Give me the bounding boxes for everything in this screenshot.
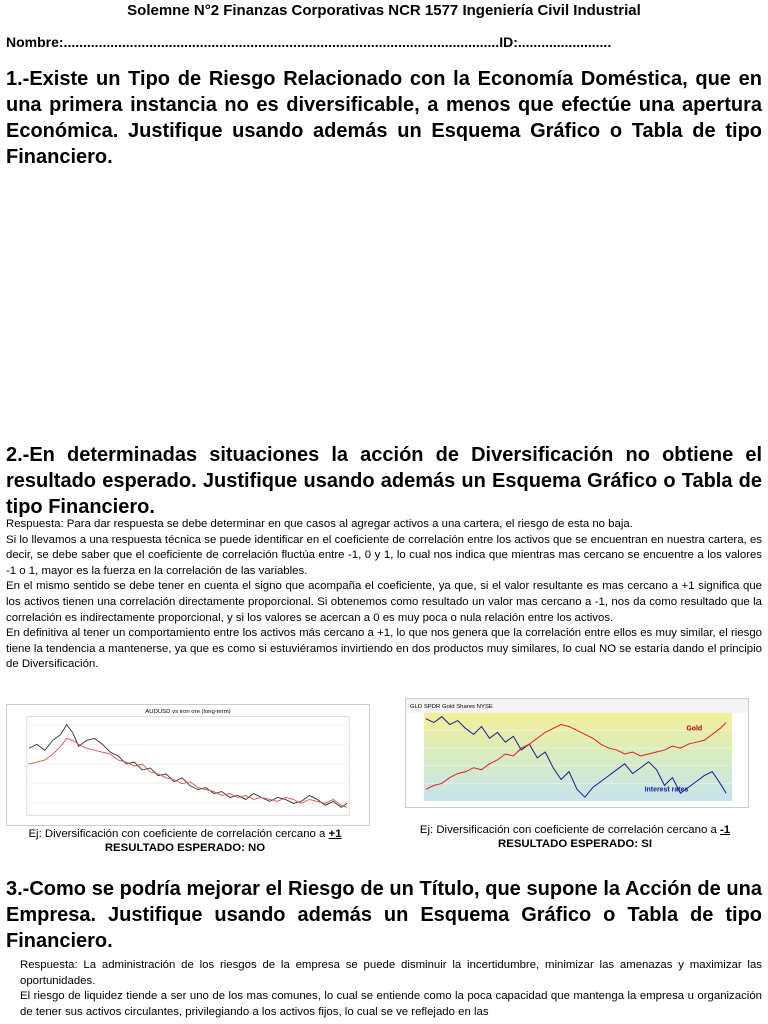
answer-2-paragraph: En el mismo sentido se debe tener en cuenta el signo que acompaña el coeficiente, ya que, si el valor resultante es mas cercano a +1 significa que los activos tienen una correlación directamente proporcional. Si obtenemos como resultado un valor mas cercano a -1, nos da como resultado que la correlación es indirectamente proporcional, y si los valores se acercan a 0 es muy poca o nula relación entre los activos. [6, 580, 762, 624]
chart-2-gold-label: Gold [686, 725, 703, 733]
chart-2-rates-label: Interest rates [644, 786, 689, 794]
answer-2-paragraph: Respuesta: Para dar respuesta se debe determinar en que casos al agregar activos a una cartera, el riesgo de esta no baja. [6, 518, 633, 530]
chart-1-series-b [29, 738, 347, 807]
chart-1-frame [27, 717, 349, 815]
question-2: 2.-En determinadas situaciones la acción de Diversificación no obtiene el resultado esperado. Justifique usando además un Esquema Gráfico o Tabla de tipo Financiero. [6, 444, 762, 518]
question-1: 1.-Existe un Tipo de Riesgo Relacionado con la Economía Doméstica, que en una primera instancia no es diversificable, a menos que efectúe una apertura Económica. Justifique usando además un Esquema Gráfico o Tabla de tipo Financiero. [6, 68, 762, 168]
answer-3 [20, 958, 762, 1020]
chart-1-svg [7, 705, 369, 825]
chart-1-grid [27, 725, 349, 804]
answer-2 [6, 517, 762, 673]
answer-2-paragraph: En definitiva al tener un comportamiento entre los activos más cercano a +1, lo que nos genera que la correlación entre ellos es muy similar, el riesgo tiene la tendencia a mantenerse, ya que es como si estuviéramos invirtiendo en dos productos muy similares, lo cual NO se estaría dando el principio de Diversificación. [6, 627, 762, 671]
document-title: Solemne N°2 Finanzas Corporativas NCR 1577 Ingeniería Civil Industrial [127, 2, 641, 19]
caption-chart-2 [390, 824, 760, 850]
name-id-line: Nombre:................................................................................................................ID:........................ [6, 34, 612, 50]
chart-2-header: GLD SPDR Gold Shares NYSE [409, 703, 493, 710]
question-3: 3.-Como se podría mejorar el Riesgo de un Título, que supone la Acción de una Empresa. Justifique usando además un Esquema Gráfico o Tabla de tipo Financiero. [6, 878, 762, 952]
caption-2-result: RESULTADO ESPERADO: SI [498, 838, 652, 850]
caption-2-value: -1 [719, 824, 731, 836]
caption-chart-1 [0, 828, 370, 854]
caption-1-text: Ej: Diversificación con coeficiente de correlación cercano a [28, 828, 329, 840]
chart-image-negative-correlation [405, 698, 749, 808]
caption-2-text: Ej: Diversificación con coeficiente de correlación cercano a [419, 824, 720, 836]
chart-2-svg [406, 699, 748, 807]
answer-3-paragraph: El riesgo de liquidez tiende a ser uno de los mas comunes, lo cual se entiende como la poca capacidad que mantenga la empresa u organización de tener sus activos circulantes, privilegiando a los activos fijos, lo cual se ve reflejado en las [20, 990, 762, 1018]
caption-1-result: RESULTADO ESPERADO: NO [104, 842, 266, 854]
caption-1-value: +1 [328, 828, 342, 840]
answer-3-paragraph: Respuesta: La administración de los riesgos de la empresa se puede disminuir la incertidumbre, minimizar las amenazas y maximizar las oportunidades. [20, 959, 762, 987]
answer-2-paragraph: Si lo llevamos a una respuesta técnica se puede identificar en el coeficiente de correlación entre los activos que se encuentran en nuestra cartera, es decir, se debe saber que el coeficiente de correlación fluctúa entre -1, 0 y 1, lo cual nos indica que mientras mas cercano se encuentre a los valores -1 o 1, mayor es la fuerza en la correlación de las variables. [6, 533, 762, 577]
chart-1-series-a [29, 725, 347, 808]
chart-image-positive-correlation [6, 704, 370, 826]
chart-1-title: AUDUSD vs iron ore (long-term) [145, 708, 231, 715]
